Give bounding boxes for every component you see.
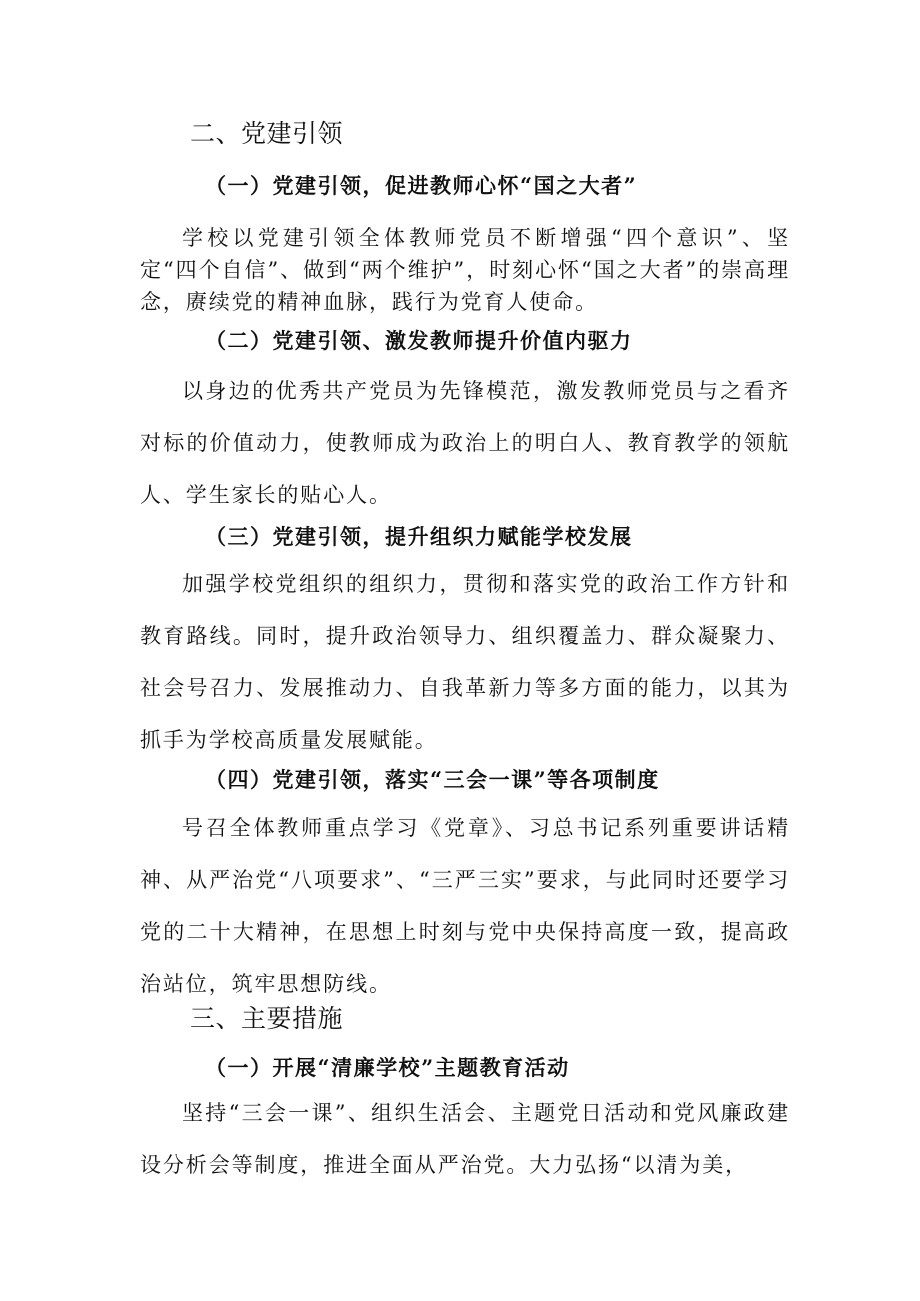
paragraph-2: 以身边的优秀共产党员为先锋模范，激发教师党员与之看齐对标的价值动力，使教师成为政治上的明白人、教育教学的领航人、学生家长的贴心人。 bbox=[140, 379, 790, 507]
subheading-2: （二）党建引领、激发教师提升价值内驱力 bbox=[205, 328, 633, 353]
subheading-3: （三）党建引领，提升组织力赋能学校发展 bbox=[205, 524, 633, 549]
subheading-5: （一）开展“清廉学校”主题教育活动 bbox=[205, 1055, 570, 1080]
paragraph-1: 学校以党建引领全体教师党员不断增强“四个意识”、坚定“四个自信”、做到“两个维护”，时刻心怀“国之大者”的崇高理念，赓续党的精神血脉，践行为党育人使命。 bbox=[140, 226, 790, 314]
section-heading-main-measures: 三、主要措施 bbox=[190, 1004, 344, 1033]
subheading-1: （一）党建引领，促进教师心怀“国之大者” bbox=[205, 173, 638, 198]
paragraph-3: 加强学校党组织的组织力，贯彻和落实党的政治工作方针和教育路线。同时，提升政治领导力、组织覆盖力、群众凝聚力、社会号召力、发展推动力、自我革新力等多方面的能力，以其为抓手为学校高质量发展赋能。 bbox=[140, 572, 790, 752]
section-heading-party-leadership: 二、党建引领 bbox=[190, 119, 344, 148]
subheading-4: （四）党建引领，落实“三会一课”等各项制度 bbox=[205, 767, 660, 792]
paragraph-5: 坚持“三会一课”、组织生活会、主题党日活动和党风廉政建设分析会等制度，推进全面从严治党。大力弘扬“以清为美， bbox=[140, 1101, 790, 1177]
paragraph-4: 号召全体教师重点学习《党章》、习总书记系列重要讲话精神、从严治党“八项要求”、“三严三实”要求，与此同时还要学习党的二十大精神，在思想上时刻与党中央保持高度一致，提高政治站位，筑牢思想防线。 bbox=[140, 816, 790, 996]
